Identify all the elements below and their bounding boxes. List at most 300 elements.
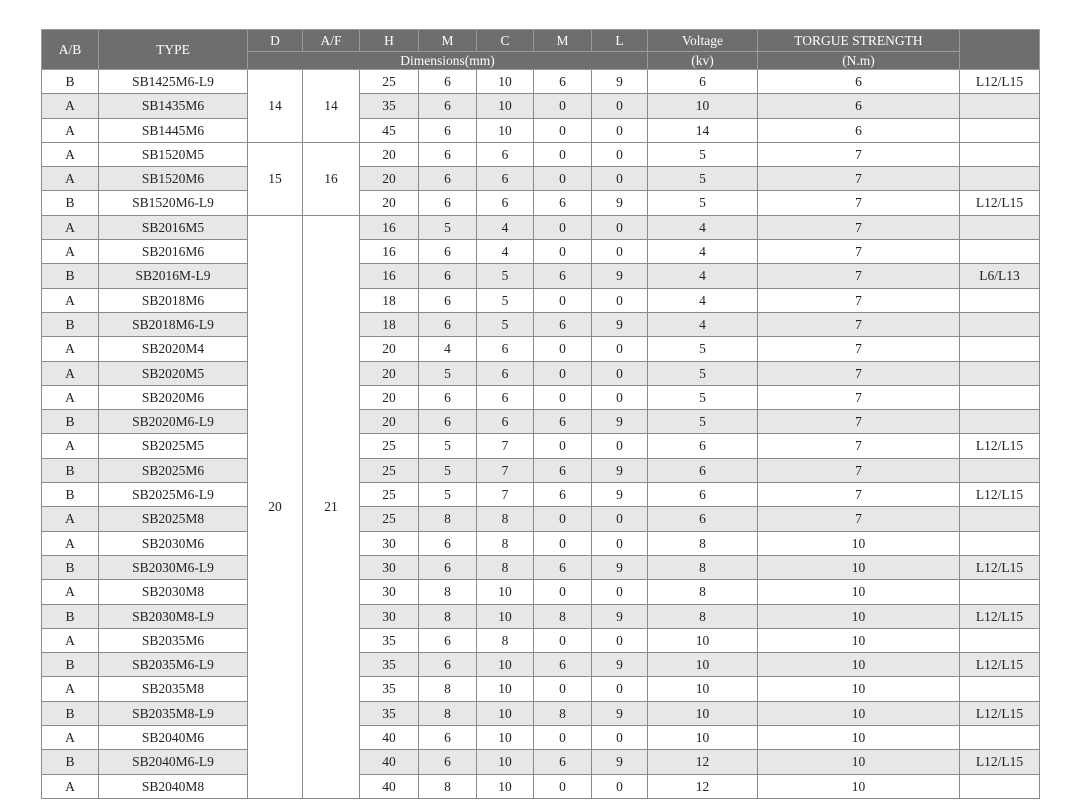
table-row: [42, 215, 1040, 239]
cell-voltage: 4: [648, 312, 758, 336]
table-row: [42, 264, 1040, 288]
cell-m: 5: [419, 361, 477, 385]
cell-torque: 7: [758, 385, 960, 409]
cell-m2: 6: [534, 70, 592, 94]
cell-h: 20: [360, 142, 419, 166]
cell-note: L12/L15: [960, 750, 1040, 774]
cell-m: 8: [419, 677, 477, 701]
cell-c: 10: [477, 701, 534, 725]
table-row: [42, 531, 1040, 555]
cell-voltage: 6: [648, 507, 758, 531]
table-row: [42, 312, 1040, 336]
cell-type: SB2025M6: [99, 458, 248, 482]
cell-h: 40: [360, 774, 419, 798]
table-row: [42, 507, 1040, 531]
cell-af: 21: [303, 215, 360, 798]
cell-m2: 6: [534, 483, 592, 507]
cell-type: SB2035M6: [99, 628, 248, 652]
cell-m2: 6: [534, 312, 592, 336]
cell-note: [960, 240, 1040, 264]
cell-l: 9: [592, 604, 648, 628]
cell-h: 20: [360, 410, 419, 434]
cell-h: 30: [360, 580, 419, 604]
cell-h: 30: [360, 604, 419, 628]
col-header-m2: M: [534, 30, 592, 52]
cell-m2: 0: [534, 628, 592, 652]
cell-ab: B: [42, 264, 99, 288]
cell-ab: A: [42, 677, 99, 701]
cell-ab: A: [42, 288, 99, 312]
cell-l: 0: [592, 531, 648, 555]
cell-m: 6: [419, 726, 477, 750]
cell-torque: 10: [758, 580, 960, 604]
cell-m2: 8: [534, 604, 592, 628]
col-header-c: C: [477, 30, 534, 52]
cell-note: [960, 410, 1040, 434]
cell-type: SB2016M-L9: [99, 264, 248, 288]
cell-l: 0: [592, 677, 648, 701]
cell-c: 6: [477, 361, 534, 385]
cell-h: 30: [360, 531, 419, 555]
col-header-ab: A/B: [42, 30, 99, 70]
cell-l: 0: [592, 385, 648, 409]
cell-torque: 6: [758, 118, 960, 142]
cell-voltage: 6: [648, 70, 758, 94]
cell-m: 5: [419, 458, 477, 482]
col-header-torque: TORGUE STRENGTH: [758, 30, 960, 52]
cell-h: 18: [360, 288, 419, 312]
cell-type: SB2040M6-L9: [99, 750, 248, 774]
table-row: [42, 677, 1040, 701]
cell-l: 0: [592, 167, 648, 191]
cell-voltage: 5: [648, 361, 758, 385]
cell-m2: 6: [534, 653, 592, 677]
cell-ab: A: [42, 361, 99, 385]
cell-m2: 0: [534, 167, 592, 191]
cell-torque: 7: [758, 458, 960, 482]
cell-voltage: 4: [648, 288, 758, 312]
cell-note: [960, 288, 1040, 312]
table-row: [42, 288, 1040, 312]
cell-voltage: 8: [648, 555, 758, 579]
cell-type: SB2030M8-L9: [99, 604, 248, 628]
cell-type: SB1520M5: [99, 142, 248, 166]
cell-c: 10: [477, 118, 534, 142]
cell-h: 18: [360, 312, 419, 336]
cell-h: 40: [360, 750, 419, 774]
cell-m: 8: [419, 774, 477, 798]
cell-ab: B: [42, 555, 99, 579]
cell-note: [960, 167, 1040, 191]
table-row: [42, 580, 1040, 604]
cell-voltage: 10: [648, 701, 758, 725]
dimensions-header: Dimensions(mm): [248, 52, 648, 70]
cell-voltage: 12: [648, 750, 758, 774]
table-row: [42, 750, 1040, 774]
cell-voltage: 5: [648, 142, 758, 166]
cell-torque: 6: [758, 94, 960, 118]
cell-torque: 10: [758, 531, 960, 555]
cell-l: 0: [592, 240, 648, 264]
cell-note: [960, 677, 1040, 701]
cell-l: 9: [592, 312, 648, 336]
cell-m: 6: [419, 70, 477, 94]
cell-ab: A: [42, 580, 99, 604]
cell-note: [960, 580, 1040, 604]
cell-type: SB2020M4: [99, 337, 248, 361]
cell-m2: 6: [534, 750, 592, 774]
table-row: [42, 361, 1040, 385]
cell-c: 7: [477, 434, 534, 458]
cell-ab: A: [42, 628, 99, 652]
cell-d: 20: [248, 215, 303, 798]
cell-note: [960, 94, 1040, 118]
cell-type: SB2035M8-L9: [99, 701, 248, 725]
col-header-d: D: [248, 30, 303, 52]
cell-m2: 6: [534, 555, 592, 579]
cell-torque: 7: [758, 361, 960, 385]
cell-ab: A: [42, 434, 99, 458]
cell-m: 8: [419, 604, 477, 628]
cell-voltage: 4: [648, 215, 758, 239]
cell-c: 10: [477, 604, 534, 628]
cell-type: SB1435M6: [99, 94, 248, 118]
cell-voltage: 4: [648, 240, 758, 264]
cell-c: 4: [477, 240, 534, 264]
cell-type: SB2035M6-L9: [99, 653, 248, 677]
cell-note: L12/L15: [960, 701, 1040, 725]
cell-voltage: 5: [648, 385, 758, 409]
cell-l: 0: [592, 580, 648, 604]
cell-ab: B: [42, 70, 99, 94]
cell-m2: 0: [534, 288, 592, 312]
cell-h: 40: [360, 726, 419, 750]
cell-l: 0: [592, 434, 648, 458]
cell-voltage: 5: [648, 410, 758, 434]
cell-ab: A: [42, 531, 99, 555]
cell-l: 9: [592, 70, 648, 94]
cell-m: 6: [419, 653, 477, 677]
cell-voltage: 6: [648, 434, 758, 458]
cell-af: 14: [303, 70, 360, 143]
cell-voltage: 8: [648, 580, 758, 604]
cell-note: [960, 458, 1040, 482]
cell-note: [960, 142, 1040, 166]
cell-h: 16: [360, 215, 419, 239]
cell-h: 25: [360, 70, 419, 94]
cell-c: 8: [477, 555, 534, 579]
table-row: [42, 653, 1040, 677]
col-header-af: A/F: [303, 30, 360, 52]
cell-voltage: 8: [648, 531, 758, 555]
cell-h: 16: [360, 264, 419, 288]
cell-m2: 0: [534, 531, 592, 555]
table-row: [42, 483, 1040, 507]
cell-torque: 7: [758, 312, 960, 336]
cell-ab: B: [42, 458, 99, 482]
cell-voltage: 12: [648, 774, 758, 798]
cell-m: 6: [419, 288, 477, 312]
cell-torque: 10: [758, 555, 960, 579]
cell-voltage: 10: [648, 726, 758, 750]
cell-m: 4: [419, 337, 477, 361]
cell-torque: 7: [758, 337, 960, 361]
cell-ab: A: [42, 240, 99, 264]
cell-h: 20: [360, 167, 419, 191]
cell-h: 20: [360, 385, 419, 409]
table-row: [42, 458, 1040, 482]
cell-c: 6: [477, 142, 534, 166]
cell-torque: 7: [758, 240, 960, 264]
table-row: [42, 434, 1040, 458]
table-row: [42, 167, 1040, 191]
cell-type: SB1445M6: [99, 118, 248, 142]
cell-note: [960, 361, 1040, 385]
cell-note: L12/L15: [960, 555, 1040, 579]
cell-torque: 7: [758, 434, 960, 458]
cell-h: 35: [360, 701, 419, 725]
cell-ab: B: [42, 410, 99, 434]
cell-l: 0: [592, 215, 648, 239]
cell-torque: 7: [758, 264, 960, 288]
cell-l: 9: [592, 701, 648, 725]
cell-d: 15: [248, 142, 303, 215]
cell-m: 8: [419, 507, 477, 531]
cell-ab: B: [42, 191, 99, 215]
cell-type: SB1425M6-L9: [99, 70, 248, 94]
cell-l: 0: [592, 361, 648, 385]
cell-l: 0: [592, 507, 648, 531]
cell-m2: 0: [534, 337, 592, 361]
cell-voltage: 10: [648, 653, 758, 677]
cell-h: 35: [360, 94, 419, 118]
cell-type: SB2020M6: [99, 385, 248, 409]
cell-ab: A: [42, 385, 99, 409]
torque-unit-header: (N.m): [758, 52, 960, 70]
cell-m: 6: [419, 240, 477, 264]
col-header-note: [960, 30, 1040, 70]
cell-l: 0: [592, 628, 648, 652]
cell-ab: A: [42, 118, 99, 142]
table-row: [42, 240, 1040, 264]
cell-l: 0: [592, 726, 648, 750]
table-row: [42, 726, 1040, 750]
cell-torque: 10: [758, 701, 960, 725]
cell-m2: 0: [534, 240, 592, 264]
cell-ab: B: [42, 750, 99, 774]
cell-type: SB1520M6: [99, 167, 248, 191]
cell-note: L12/L15: [960, 70, 1040, 94]
cell-m2: 0: [534, 507, 592, 531]
cell-c: 10: [477, 70, 534, 94]
cell-torque: 7: [758, 191, 960, 215]
cell-torque: 10: [758, 628, 960, 652]
cell-l: 9: [592, 555, 648, 579]
cell-m2: 0: [534, 726, 592, 750]
cell-torque: 6: [758, 70, 960, 94]
cell-ab: A: [42, 507, 99, 531]
cell-note: L12/L15: [960, 604, 1040, 628]
cell-type: SB2016M6: [99, 240, 248, 264]
cell-h: 35: [360, 653, 419, 677]
cell-type: SB2016M5: [99, 215, 248, 239]
spec-table-body: [42, 70, 1040, 799]
cell-l: 9: [592, 458, 648, 482]
cell-voltage: 5: [648, 191, 758, 215]
table-row: [42, 774, 1040, 798]
table-row: [42, 385, 1040, 409]
cell-m2: 0: [534, 434, 592, 458]
cell-m2: 0: [534, 142, 592, 166]
cell-c: 7: [477, 483, 534, 507]
cell-c: 10: [477, 677, 534, 701]
cell-voltage: 5: [648, 337, 758, 361]
col-header-type: TYPE: [99, 30, 248, 70]
cell-m2: 6: [534, 410, 592, 434]
cell-h: 20: [360, 337, 419, 361]
cell-torque: 7: [758, 410, 960, 434]
cell-m: 5: [419, 434, 477, 458]
cell-c: 5: [477, 288, 534, 312]
table-row: [42, 70, 1040, 94]
cell-torque: 7: [758, 507, 960, 531]
cell-m: 8: [419, 580, 477, 604]
table-row: [42, 604, 1040, 628]
cell-h: 25: [360, 507, 419, 531]
cell-m2: 0: [534, 215, 592, 239]
table-row: [42, 142, 1040, 166]
cell-type: SB2025M8: [99, 507, 248, 531]
cell-torque: 7: [758, 288, 960, 312]
cell-type: SB2020M5: [99, 361, 248, 385]
cell-type: SB2020M6-L9: [99, 410, 248, 434]
table-row: [42, 410, 1040, 434]
cell-m2: 6: [534, 191, 592, 215]
cell-torque: 7: [758, 483, 960, 507]
cell-torque: 10: [758, 653, 960, 677]
spec-table: [41, 29, 1040, 799]
cell-m2: 0: [534, 94, 592, 118]
cell-note: [960, 312, 1040, 336]
cell-c: 8: [477, 531, 534, 555]
cell-ab: A: [42, 337, 99, 361]
cell-h: 25: [360, 434, 419, 458]
cell-l: 0: [592, 288, 648, 312]
cell-c: 7: [477, 458, 534, 482]
cell-m: 6: [419, 191, 477, 215]
cell-ab: A: [42, 142, 99, 166]
cell-m2: 0: [534, 385, 592, 409]
cell-c: 6: [477, 167, 534, 191]
cell-c: 8: [477, 628, 534, 652]
cell-voltage: 8: [648, 604, 758, 628]
cell-type: SB2040M6: [99, 726, 248, 750]
cell-h: 30: [360, 555, 419, 579]
cell-l: 9: [592, 483, 648, 507]
cell-voltage: 14: [648, 118, 758, 142]
cell-c: 5: [477, 312, 534, 336]
cell-voltage: 10: [648, 677, 758, 701]
cell-m2: 6: [534, 458, 592, 482]
cell-m: 5: [419, 215, 477, 239]
cell-note: [960, 118, 1040, 142]
cell-type: SB2018M6-L9: [99, 312, 248, 336]
cell-voltage: 6: [648, 458, 758, 482]
cell-m: 6: [419, 628, 477, 652]
cell-l: 0: [592, 94, 648, 118]
cell-h: 25: [360, 458, 419, 482]
cell-h: 20: [360, 361, 419, 385]
cell-note: [960, 385, 1040, 409]
cell-l: 0: [592, 118, 648, 142]
cell-voltage: 6: [648, 483, 758, 507]
cell-m: 5: [419, 483, 477, 507]
cell-ab: A: [42, 215, 99, 239]
cell-h: 35: [360, 677, 419, 701]
cell-voltage: 10: [648, 94, 758, 118]
cell-m: 6: [419, 264, 477, 288]
cell-c: 6: [477, 191, 534, 215]
cell-note: L12/L15: [960, 191, 1040, 215]
cell-l: 9: [592, 410, 648, 434]
cell-c: 8: [477, 507, 534, 531]
cell-af: 16: [303, 142, 360, 215]
cell-ab: B: [42, 653, 99, 677]
cell-c: 4: [477, 215, 534, 239]
cell-note: [960, 507, 1040, 531]
cell-m2: 0: [534, 361, 592, 385]
cell-m: 6: [419, 385, 477, 409]
cell-ab: B: [42, 483, 99, 507]
cell-m2: 0: [534, 580, 592, 604]
cell-m2: 0: [534, 774, 592, 798]
cell-c: 6: [477, 385, 534, 409]
cell-voltage: 4: [648, 264, 758, 288]
cell-c: 10: [477, 653, 534, 677]
cell-c: 10: [477, 774, 534, 798]
cell-m2: 0: [534, 677, 592, 701]
cell-c: 5: [477, 264, 534, 288]
cell-torque: 7: [758, 215, 960, 239]
cell-c: 6: [477, 410, 534, 434]
header-row: [42, 30, 1040, 52]
cell-m: 6: [419, 142, 477, 166]
cell-m: 6: [419, 167, 477, 191]
cell-l: 9: [592, 653, 648, 677]
cell-type: SB2030M6-L9: [99, 555, 248, 579]
table-row: [42, 628, 1040, 652]
cell-m: 6: [419, 555, 477, 579]
cell-m: 6: [419, 312, 477, 336]
cell-voltage: 10: [648, 628, 758, 652]
cell-type: SB1520M6-L9: [99, 191, 248, 215]
cell-type: SB2030M8: [99, 580, 248, 604]
cell-torque: 10: [758, 677, 960, 701]
cell-torque: 7: [758, 142, 960, 166]
cell-h: 20: [360, 191, 419, 215]
table-row: [42, 701, 1040, 725]
cell-note: L12/L15: [960, 434, 1040, 458]
cell-note: [960, 774, 1040, 798]
cell-l: 0: [592, 774, 648, 798]
cell-type: SB2018M6: [99, 288, 248, 312]
cell-h: 45: [360, 118, 419, 142]
cell-ab: B: [42, 312, 99, 336]
cell-c: 6: [477, 337, 534, 361]
cell-type: SB2025M6-L9: [99, 483, 248, 507]
cell-ab: A: [42, 94, 99, 118]
spec-sheet: [41, 29, 1040, 799]
